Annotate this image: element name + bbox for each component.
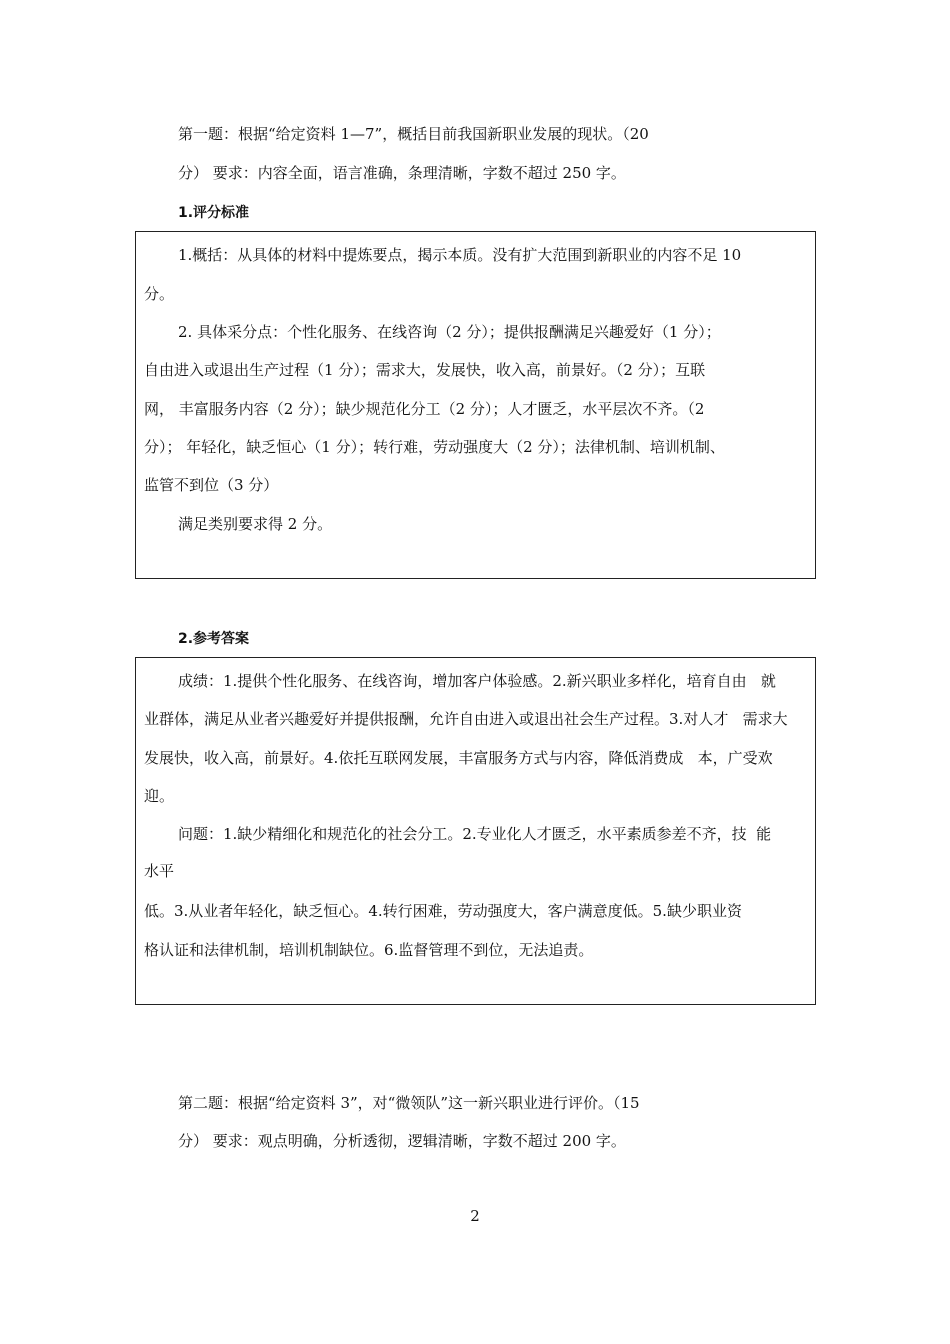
- answer-line: 问题：1.缺少精细化和规范化的社会分工。2.专业化人才匮乏，水平素质参差不齐，技 能: [178, 825, 772, 843]
- criteria-line: 网， 丰富服务内容（2 分）；缺少规范化分工（2 分）；人才匮乏，水平层次不齐。（2: [144, 400, 705, 418]
- answer-line: 成绩：1.提供个性化服务、在线咨询，增加客户体验感。2.新兴职业多样化，培育自由 就: [178, 672, 776, 690]
- answer-line: 发展快，收入高，前景好。4.依托互联网发展，丰富服务方式与内容，降低消费成 本，广受欢: [144, 749, 773, 767]
- q2-line-1: 第二题：根据“给定资料 3”，对“微领队”这一新兴职业进行评价。（15: [178, 1094, 640, 1112]
- answer-line: 水平: [144, 862, 175, 880]
- answer-line: 迎。: [144, 787, 175, 805]
- criteria-line: 自由进入或退出生产过程（1 分）；需求大，发展快，收入高，前景好。（2 分）；互联: [144, 361, 706, 379]
- criteria-line: 满足类别要求得 2 分。: [178, 515, 333, 533]
- q2-line-2: 分） 要求：观点明确，分析透彻，逻辑清晰，字数不超过 200 字。: [178, 1132, 626, 1150]
- criteria-line: 1.概括：从具体的材料中提炼要点，揭示本质。没有扩大范围到新职业的内容不足 10: [178, 246, 742, 264]
- q1-line-1: 第一题：根据“给定资料 1—7”，概括目前我国新职业发展的现状。（20: [178, 125, 649, 143]
- answer-line: 低。3.从业者年轻化，缺乏恒心。4.转行困难，劳动强度大，客户满意度低。5.缺少职业资: [144, 902, 742, 920]
- answer-line: 业群体，满足从业者兴趣爱好并提供报酬，允许自由进入或退出社会生产过程。3.对人才 需求大: [144, 710, 788, 728]
- criteria-line: 2. 具体采分点：个性化服务、在线咨询（2 分）；提供报酬满足兴趣爱好（1 分）；: [178, 323, 721, 341]
- criteria-line: 监管不到位（3 分）: [144, 476, 279, 494]
- section2-heading: 2.参考答案: [178, 631, 250, 647]
- page-number: 2: [470, 1207, 480, 1225]
- section1-heading: 1.评分标准: [178, 205, 250, 221]
- criteria-line: 分。: [144, 285, 175, 303]
- q1-line-2: 分） 要求：内容全面，语言准确，条理清晰，字数不超过 250 字。: [178, 164, 626, 182]
- answer-line: 格认证和法律机制，培训机制缺位。6.监督管理不到位，无法追责。: [144, 941, 594, 959]
- criteria-line: 分）； 年轻化，缺乏恒心（1 分）；转行难，劳动强度大（2 分）；法律机制、培训机制、: [144, 438, 725, 456]
